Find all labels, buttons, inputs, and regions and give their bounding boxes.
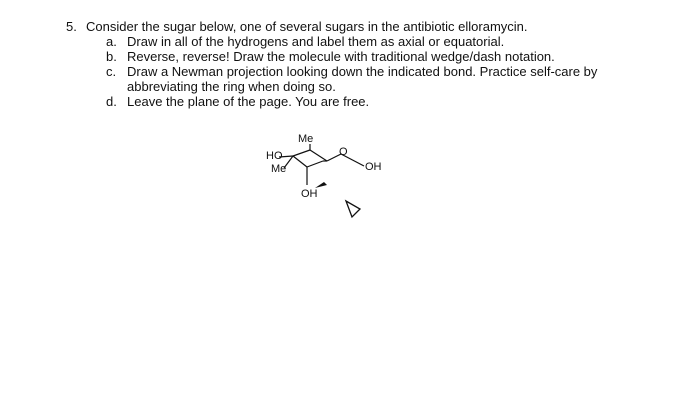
ring-bond [293, 156, 307, 167]
hydroxyl-right-label: OH [365, 161, 382, 173]
part-b [106, 49, 666, 64]
part-text: Draw in all of the hydrogens and label them as axial or equatorial. [127, 34, 505, 49]
methyl-left-label: Me [271, 163, 287, 175]
question-parts [106, 34, 666, 109]
ring-oxygen-label: O [339, 146, 348, 158]
ring-bond [310, 150, 327, 161]
part-letter: c. [106, 64, 117, 79]
question-5 [66, 19, 666, 109]
part-c [106, 64, 666, 94]
substituent-bonds [279, 144, 364, 185]
part-a [106, 34, 666, 49]
ring-bonds [293, 150, 341, 167]
question-header [66, 19, 666, 34]
ring-bond [307, 161, 323, 167]
hydroxyl-left-label: HO [266, 150, 283, 162]
sugar-chair-structure [255, 130, 445, 235]
part-letter: a. [106, 34, 117, 49]
question-number: 5. [66, 19, 77, 34]
question-text: Consider the sugar below, one of several sugars in the antibiotic elloramycin. [86, 19, 528, 34]
part-letter: b. [106, 49, 117, 64]
part-text: Draw a Newman projection looking down the indicated bond. Practice self-care by abbreviating the ring when doing so. [127, 64, 598, 94]
methyl-top-label: Me [298, 133, 314, 145]
eye-view-icon [346, 201, 360, 217]
part-letter: d. [106, 94, 117, 109]
ring-bond [293, 150, 310, 156]
part-text: Leave the plane of the page. You are free. [127, 94, 370, 109]
hydroxyl-bottom-label: OH [301, 188, 318, 200]
part-d [106, 94, 666, 109]
part-text: Reverse, reverse! Draw the molecule with traditional wedge/dash notation. [127, 49, 555, 64]
